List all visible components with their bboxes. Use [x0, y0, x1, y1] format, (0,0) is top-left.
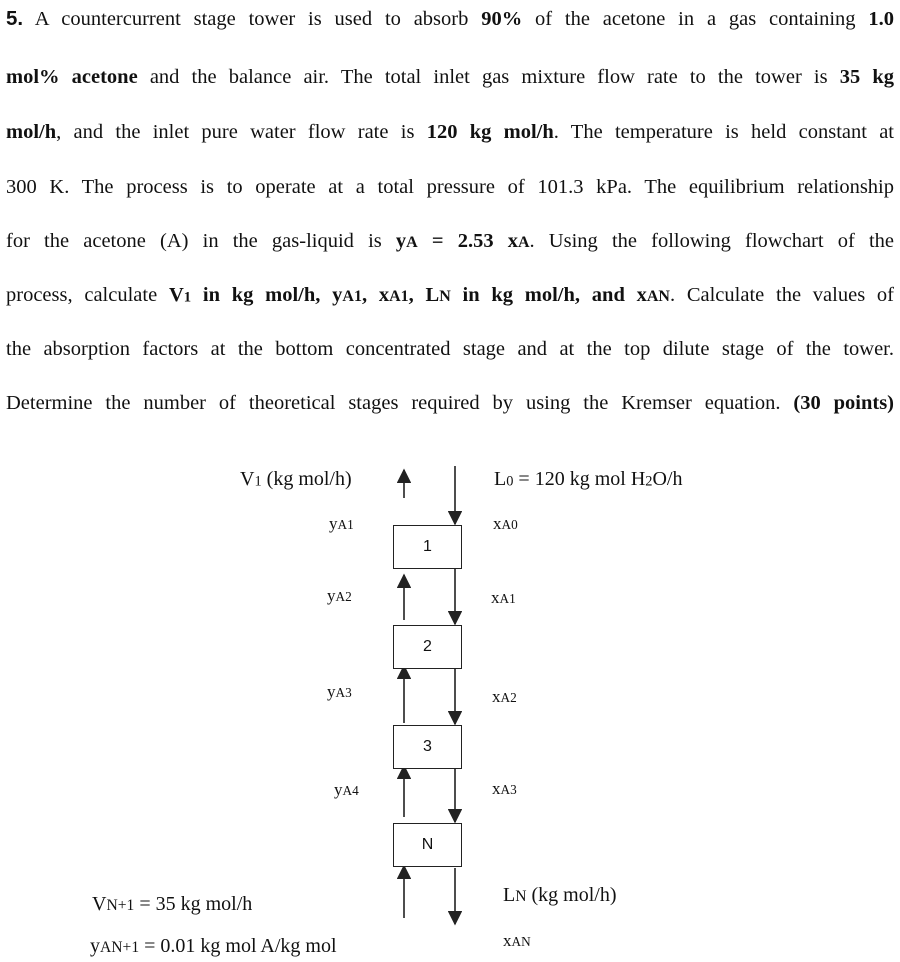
stage-n-box: N	[393, 823, 462, 867]
problem-line-6: process, calculate V1 in kg mol/h, yA1, xA1, LN in kg mol/h, and xAN. Calculate the values of	[6, 284, 895, 306]
y-a2-label: yA2	[327, 586, 352, 605]
x-a3-label: xA3	[492, 779, 517, 798]
problem-line-1: 5. A countercurrent stage tower is used to absorb 90% of the acetone in a gas containing 1.0	[6, 7, 894, 30]
problem-number: 5.	[6, 7, 24, 30]
y-a1-label: yA1	[329, 514, 354, 533]
l0-label: L0 = 120 kg mol H2O/h	[494, 468, 683, 490]
stage-3-box: 3	[393, 725, 462, 769]
vn1-label: VN+1 = 35 kg mol/h	[92, 893, 253, 915]
yan1-label: yAN+1 = 0.01 kg mol A/kg mol	[90, 935, 337, 957]
problem-line-2: mol% acetone and the balance air. The total inlet gas mixture flow rate to the tower is 35 kg	[6, 66, 895, 88]
stage-1-box: 1	[393, 525, 462, 569]
ln-label: LN (kg mol/h)	[503, 884, 617, 906]
stage-2-box: 2	[393, 625, 462, 669]
tower-streams	[0, 440, 900, 962]
problem-line-7: the absorption factors at the bottom concentrated stage and at the top dilute stage of the tower.	[6, 338, 894, 360]
x-an-label: xAN	[503, 931, 531, 950]
problem-line-8: Determine the number of theoretical stages required by using the Kremser equation. (30 points)	[6, 392, 894, 414]
stage-tower-diagram	[0, 440, 900, 962]
y-a3-label: yA3	[327, 682, 352, 701]
x-a0-label: xA0	[493, 514, 518, 533]
x-a2-label: xA2	[492, 687, 517, 706]
v1-label: V1 (kg mol/h)	[240, 468, 352, 490]
problem-line-3: mol/h, and the inlet pure water flow rate is 120 kg mol/h. The temperature is held constant at	[6, 121, 895, 143]
problem-line-4: 300 K. The process is to operate at a total pressure of 101.3 kPa. The equilibrium relationship	[6, 176, 894, 198]
x-a1-label: xA1	[491, 588, 516, 607]
problem-line-5: for the acetone (A) in the gas-liquid is yA = 2.53 xA. Using the following flowchart of the	[6, 230, 894, 252]
y-a4-label: yA4	[334, 780, 359, 799]
